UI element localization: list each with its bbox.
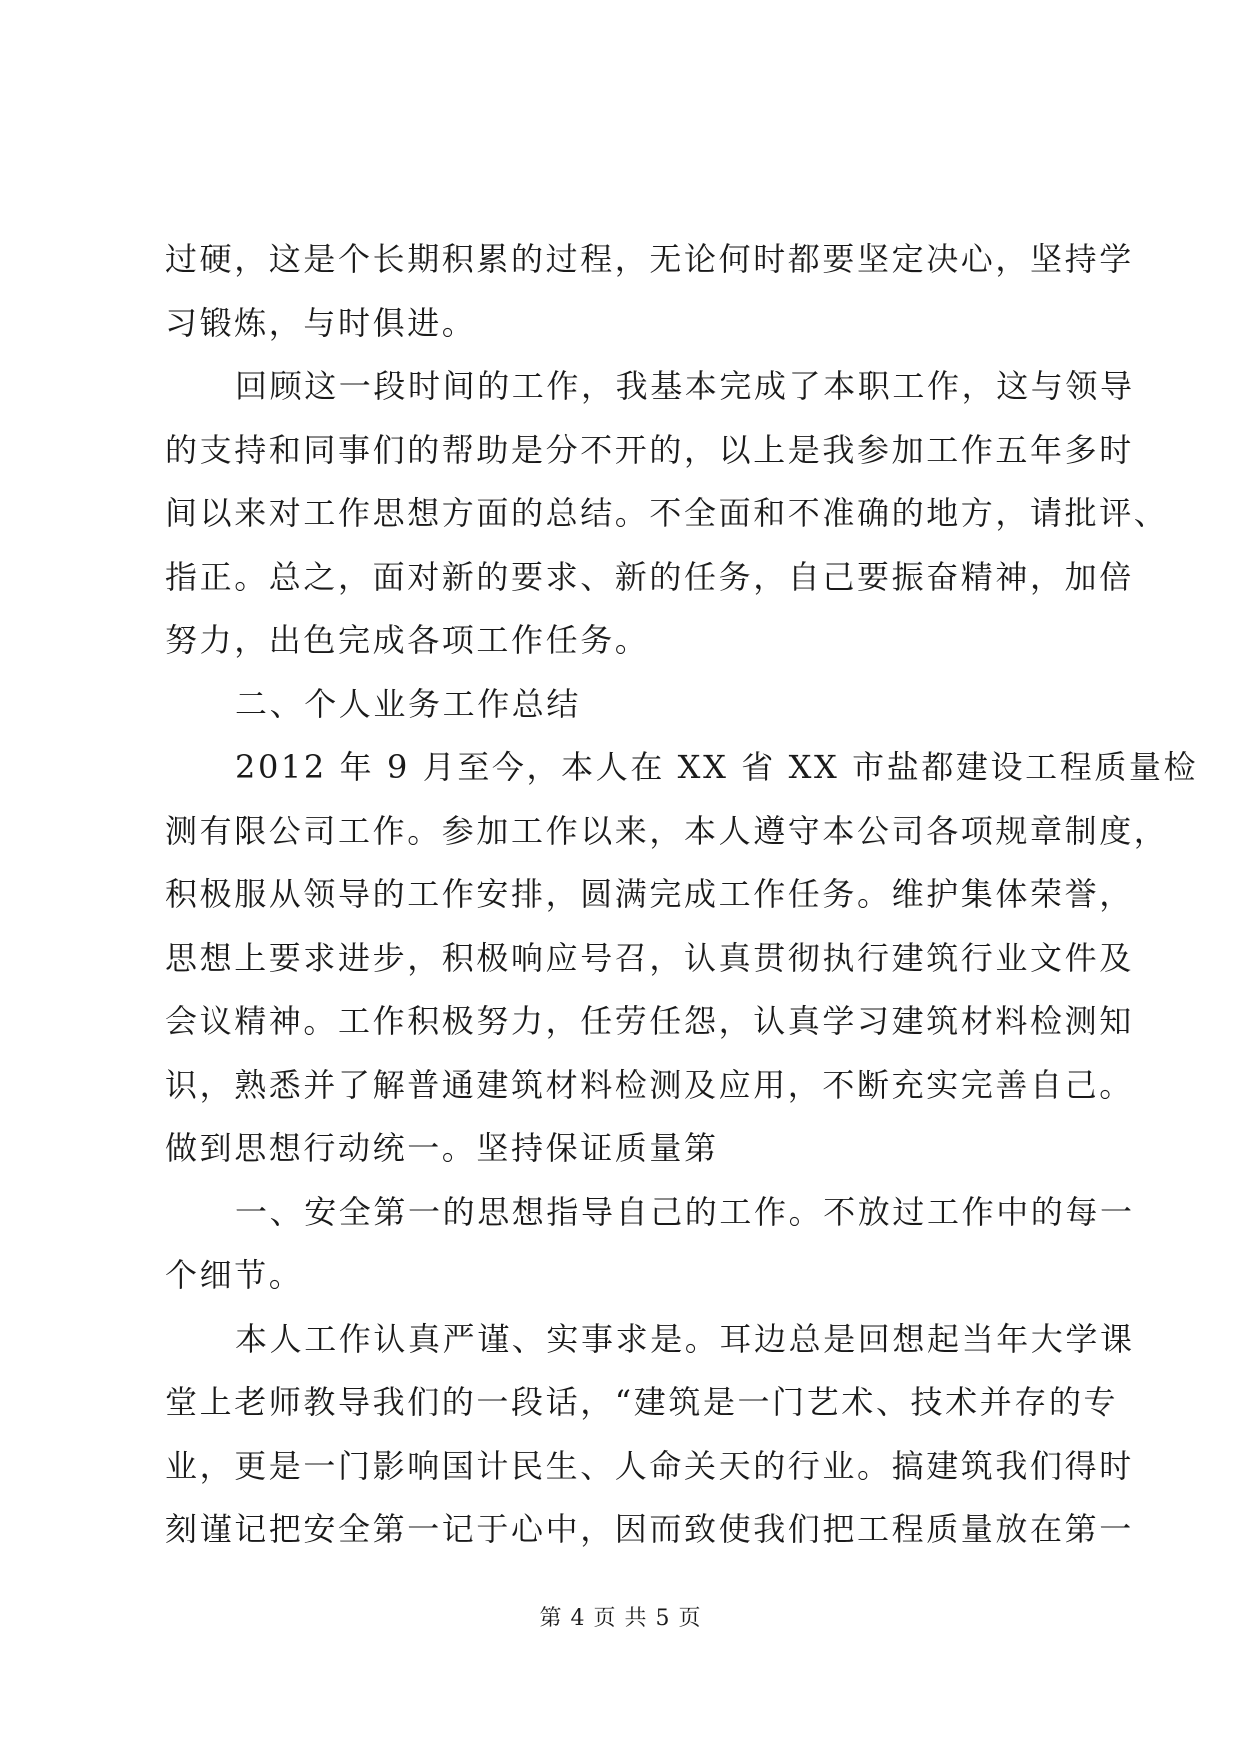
text-line: 指正。总之，面对新的要求、新的任务，自己要振奋精神，加倍: [165, 557, 1134, 596]
text-line: 二、个人业务工作总结: [235, 684, 582, 723]
text-line: 做到思想行动统一。坚持保证质量第: [165, 1129, 719, 1167]
text-line: 堂上老师教导我们的一段话，“建筑是一门艺术、技术并存的专: [165, 1383, 1119, 1421]
page-footer: 第 4 页 共 5 页: [539, 1606, 702, 1631]
text-line: 习锻炼，与时俱进。: [165, 303, 477, 342]
text-line: 思想上要求进步，积极响应号召，认真贯彻执行建筑行业文件及: [165, 938, 1134, 977]
text-line: 间以来对工作思想方面的总结。不全面和不准确的地方，请批评、: [165, 494, 1169, 532]
text-line: 积极服从领导的工作安排，圆满完成工作任务。维护集体荣誉，: [165, 875, 1134, 913]
text-line: 业，更是一门影响国计民生、人命关天的行业。搞建筑我们得时: [165, 1446, 1134, 1485]
text-line: 个细节。: [165, 1256, 304, 1294]
text-line: 回顾这一段时间的工作，我基本完成了本职工作，这与领导: [235, 367, 1135, 405]
text-line: 测有限公司工作。参加工作以来，本人遵守本公司各项规章制度，: [165, 811, 1169, 850]
text-line: 的支持和同事们的帮助是分不开的，以上是我参加工作五年多时: [165, 430, 1134, 469]
text-line: 刻谨记把安全第一记于心中，因而致使我们把工程质量放在第一: [165, 1510, 1134, 1548]
text-line: 2012 年 9 月至今，本人在 XX 省 XX 市盐都建设工程质量检: [235, 748, 1199, 786]
text-line: 努力，出色完成各项工作任务。: [165, 621, 650, 659]
text-line: 本人工作认真严谨、实事求是。耳边总是回想起当年大学课: [235, 1319, 1135, 1358]
text-line: 一、安全第一的思想指导自己的工作。不放过工作中的每一: [235, 1192, 1135, 1231]
text-line: 识，熟悉并了解普通建筑材料检测及应用，不断充实完善自己。: [165, 1065, 1134, 1104]
text-line: 过硬，这是个长期积累的过程，无论何时都要坚定决心，坚持学: [165, 240, 1134, 278]
document-body: [165, 228, 1199, 1562]
text-line: 会议精神。工作积极努力，任劳任怨，认真学习建筑材料检测知: [165, 1002, 1134, 1040]
